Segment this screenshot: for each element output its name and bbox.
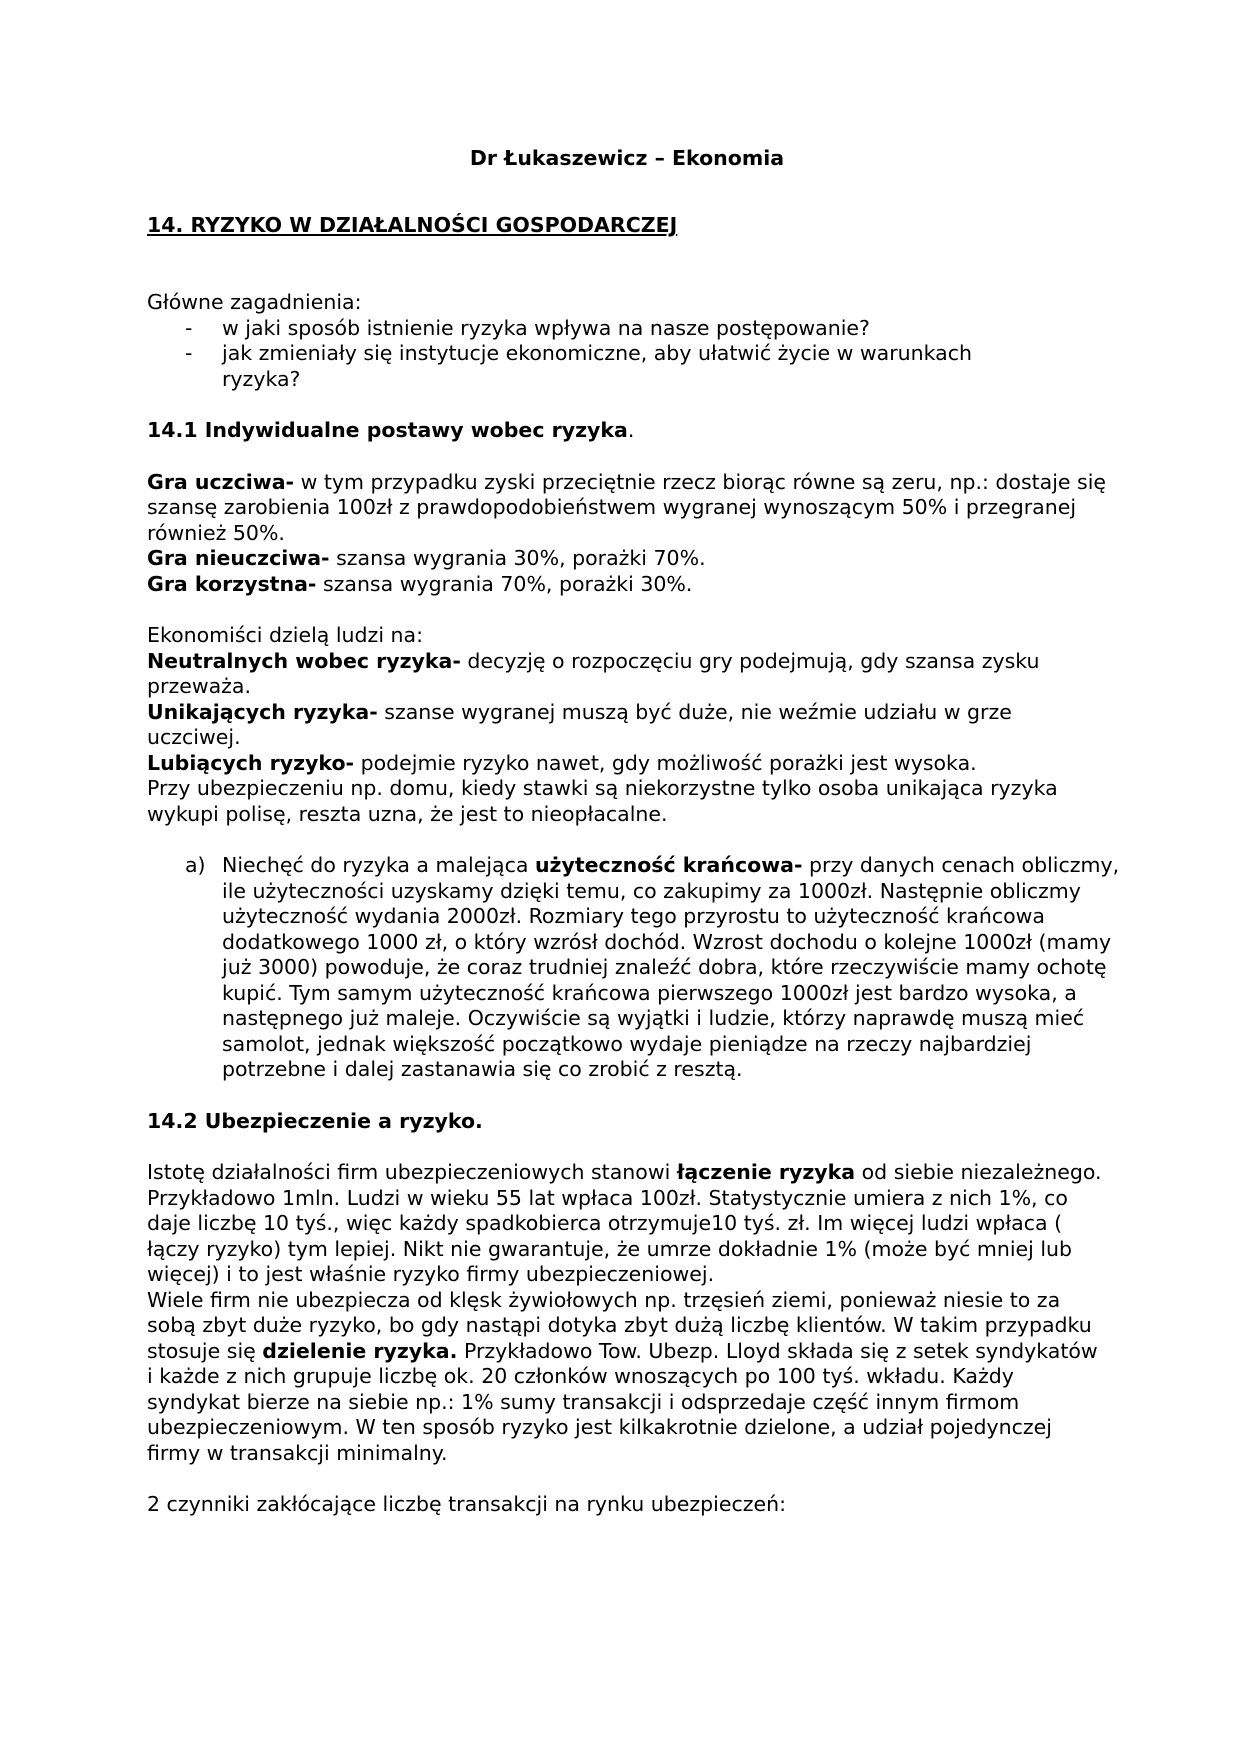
definition: szanse wygranej muszą być duże, nie weźmie udziału w grze uczciwej. (147, 699, 1012, 749)
list-item-lead: Niechęć do ryzyka a malejąca (222, 853, 535, 877)
definition: podejmie ryzyko nawet, gdy możliwość porażki jest wysoka. (354, 750, 977, 775)
definition: w tym przypadku zyski przeciętnie rzecz biorąc równe są zeru, np.: dostaje się szansę zarobienia 100zł z prawdopodobieństwem wygranej wynoszącym 50% i przegranej również 50%. (147, 469, 1107, 545)
favorable-game-paragraph (147, 572, 1107, 598)
risk-pooling-paragraph (147, 1160, 1107, 1288)
spacer (147, 827, 1107, 853)
term: Gra nieuczciwa- (147, 546, 330, 570)
paragraph-text: Przykładowo Tow. Ubezp. Lloyd składa się z setek syndykatów i każde z nich grupuje liczbę ok. 20 członków wnoszących po 100 tyś. wkładu. Każdy syndykat bierze na siebie np.: 1% sumy transakcji i odsprzedaje część innym firmom ubezpieczeniowym. W ten sposób ryzyko jest kilkakrotnie dzielone, a udział pojedynczej firmy w transakcji minimalny. (147, 1338, 1098, 1465)
lettered-list (147, 853, 1120, 1083)
list-item (147, 853, 1122, 1083)
paragraph-text: od siebie niezależnego. Przykładowo 1mln. Ludzi w wieku 55 lat wpłaca 100zł. Statystycznie umiera z nich 1%, co daje liczbę 10 tyś., więc każdy spadkobierca otrzymuje10 tyś. zł. Im więcej ludzi wpłaca ( łączy ryzyko) tym lepiej. Nikt nie gwarantuje, że umrze dokładnie 1% (może być mniej lub więcej) i to jest właśnie ryzyko firmy ubezpieczeniowej. (147, 1160, 1102, 1286)
list-item-text: przy danych cenach obliczmy, ile użyteczności uzyskamy dzięki temu, co zakupimy za 1000zł. Następnie obliczmy użyteczność wydania 2000zł. Rozmiary tego przyrostu to użyteczność krańcowa dodatkowego 1000 zł, o który wzrósł dochód. Wzrost dochodu o kolejne 1000zł (mamy już 3000) powoduje, że coraz trudniej znaleźć dobra, które rzeczywiście mamy ochotę kupić. Tym samym użyteczność krańcowa pierwszego 1000zł jest bardzo wysoka, a następnego już maleje. Oczywiście są wyjątki i ludzie, którzy naprawdę muszą mieć samolot, jednak większość początkowo wydaje pieniądze na rzeczy najbardziej potrzebne i dalej zastanawia się co zrobić z resztą. (222, 853, 1120, 1081)
spacer (147, 444, 1107, 470)
heading-suffix: . (627, 418, 635, 442)
term: Lubiących ryzyko- (147, 750, 355, 775)
insurance-note: Przy ubezpieczeniu np. domu, kiedy stawki są niekorzystne tylko osoba unikająca ryzyka wykupi polisę, reszta uzna, że jest to nieopłacalne. (147, 776, 1058, 826)
definition: szansa wygrania 70%, porażki 30%. (316, 571, 693, 596)
section-heading-text: 14.1 Indywidualne postawy wobec ryzyka (147, 418, 628, 442)
section-1-heading (147, 418, 1107, 444)
risk-neutral-paragraph (147, 649, 1107, 700)
section-2-heading: 14.2 Ubezpieczenie a ryzyko. (147, 1108, 483, 1133)
document-title: Dr Łukaszewicz – Ekonomia (469, 146, 785, 170)
definition: decyzję o rozpoczęciu gry podejmują, gdy szansa zysku przeważa. (147, 648, 1040, 698)
paragraph-lead: Istotę działalności firm ubezpieczeniowych stanowi (147, 1160, 677, 1184)
chapter-title: 14. RYZYKO W DZIAŁALNOŚCI GOSPODARCZEJ (147, 213, 678, 237)
people-intro: Ekonomiści dzielą ludzi na: (147, 623, 423, 647)
unfair-game-paragraph (147, 546, 1107, 572)
list-item (147, 316, 1022, 342)
letter-marker: a) (185, 853, 206, 877)
dash-marker: - (185, 315, 193, 340)
closing-line: 2 czynniki zakłócające liczbę transakcji na rynku ubezpieczeń: (147, 1492, 787, 1516)
fair-game-paragraph (147, 470, 1107, 547)
list-item-text: jak zmieniały się instytucje ekonomiczne, aby ułatwić życie w warunkach ryzyka? (222, 341, 972, 391)
term: użyteczność krańcowa- (534, 853, 803, 877)
risk-loving-paragraph (147, 751, 1107, 777)
term: Gra korzystna- (147, 571, 317, 596)
intro-label: Główne zagadnienia: (147, 290, 362, 314)
spacer (147, 1134, 1107, 1160)
spacer (147, 392, 1107, 418)
intro-list (147, 316, 1107, 393)
term: Unikających ryzyka- (147, 699, 378, 724)
spacer (147, 1083, 1107, 1109)
document-page (147, 146, 1120, 1518)
risk-sharing-paragraph (147, 1288, 1107, 1467)
risk-averse-paragraph (147, 700, 1107, 751)
spacer (147, 239, 1107, 290)
term: Neutralnych wobec ryzyka- (147, 648, 461, 673)
list-item-text: w jaki sposób istnienie ryzyka wpływa na nasze postępowanie? (222, 315, 870, 340)
spacer (147, 597, 1107, 623)
term: dzielenie ryzyka. (262, 1338, 458, 1363)
spacer (147, 1466, 1107, 1492)
definition: szansa wygrania 30%, porażki 70%. (329, 546, 706, 570)
list-item (147, 341, 1022, 392)
paragraph-lead: Wiele firm nie ubezpiecza od klęsk żywiołowych np. trzęsień ziemi, ponieważ niesie to za sobą zbyt duże ryzyko, bo gdy nastąpi dotyka zbyt dużą liczbę klientów. W takim przypadku stosuje się (147, 1287, 1092, 1363)
term: łączenie ryzyka (676, 1160, 856, 1184)
term: Gra uczciwa- (147, 469, 295, 494)
dash-marker: - (185, 341, 193, 365)
